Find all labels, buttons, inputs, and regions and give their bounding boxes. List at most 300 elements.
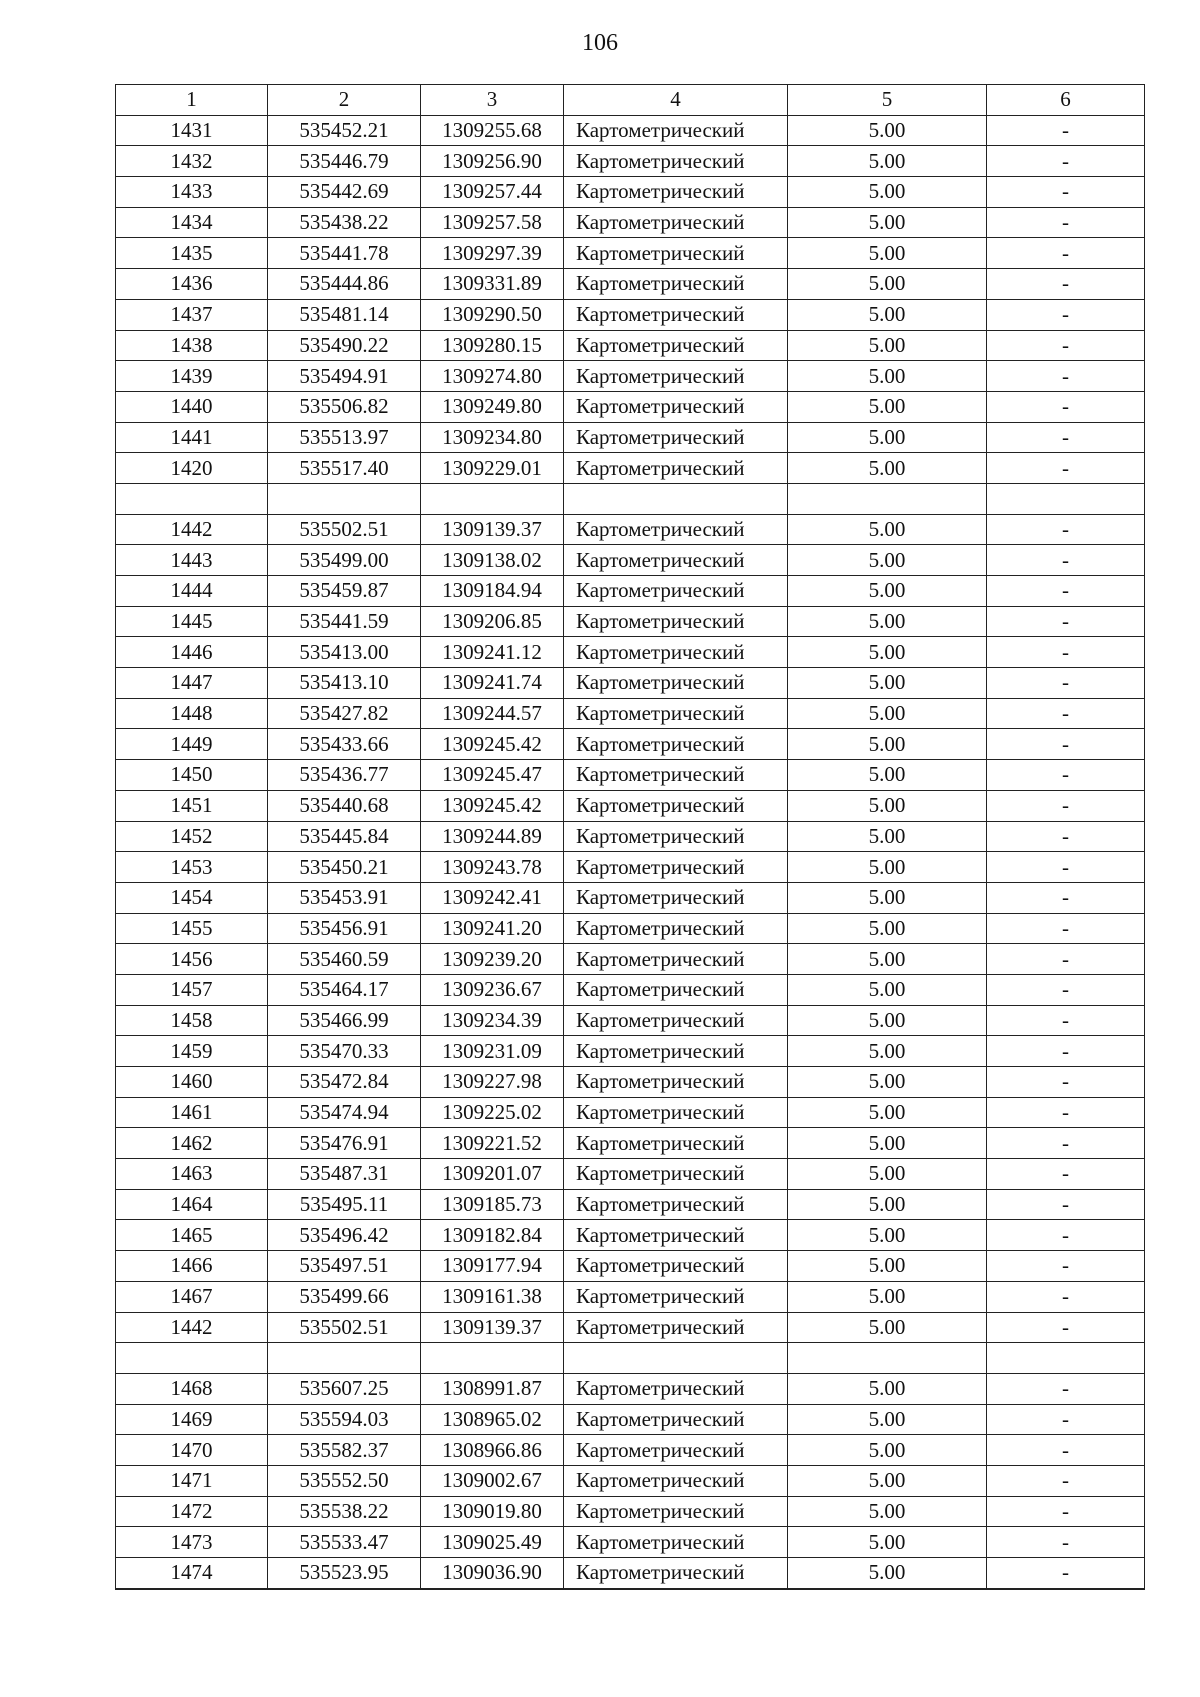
- x-coordinate-cell: 535607.25: [268, 1373, 421, 1404]
- point-number-cell: 1447: [116, 668, 268, 699]
- method-cell: Картометрический: [564, 1558, 788, 1589]
- accuracy-cell: 5.00: [788, 330, 987, 361]
- y-coordinate-cell: 1309025.49: [421, 1527, 564, 1558]
- x-coordinate-cell: 535436.77: [268, 760, 421, 791]
- point-number-cell: 1442: [116, 514, 268, 545]
- accuracy-cell: 5.00: [788, 790, 987, 821]
- method-cell: Картометрический: [564, 146, 788, 177]
- point-number-cell: [116, 483, 268, 514]
- table-separator-row: [116, 1343, 1145, 1374]
- accuracy-cell: 5.00: [788, 1558, 987, 1589]
- note-cell: -: [987, 1189, 1145, 1220]
- table-row: [116, 1220, 1145, 1251]
- point-number-cell: 1457: [116, 974, 268, 1005]
- x-coordinate-cell: 535487.31: [268, 1159, 421, 1190]
- accuracy-cell: 5.00: [788, 974, 987, 1005]
- x-coordinate-cell: 535499.00: [268, 545, 421, 576]
- point-number-cell: 1466: [116, 1251, 268, 1282]
- table-row: [116, 177, 1145, 208]
- point-number-cell: 1443: [116, 545, 268, 576]
- method-cell: Картометрический: [564, 391, 788, 422]
- table-row: [116, 361, 1145, 392]
- y-coordinate-cell: 1309139.37: [421, 1312, 564, 1343]
- method-cell: Картометрический: [564, 576, 788, 607]
- accuracy-cell: [788, 1343, 987, 1374]
- table-row: [116, 1281, 1145, 1312]
- method-cell: Картометрический: [564, 882, 788, 913]
- x-coordinate-cell: 535517.40: [268, 453, 421, 484]
- point-number-cell: 1445: [116, 606, 268, 637]
- table-row: [116, 637, 1145, 668]
- method-cell: Картометрический: [564, 821, 788, 852]
- x-coordinate-cell: 535490.22: [268, 330, 421, 361]
- method-cell: Картометрический: [564, 453, 788, 484]
- y-coordinate-cell: 1309236.67: [421, 974, 564, 1005]
- table-row: [116, 545, 1145, 576]
- table-row: [116, 1404, 1145, 1435]
- accuracy-cell: 5.00: [788, 1251, 987, 1282]
- accuracy-cell: 5.00: [788, 944, 987, 975]
- note-cell: -: [987, 1373, 1145, 1404]
- note-cell: -: [987, 606, 1145, 637]
- table-row: [116, 269, 1145, 300]
- accuracy-cell: 5.00: [788, 821, 987, 852]
- y-coordinate-cell: [421, 483, 564, 514]
- method-cell: Картометрический: [564, 1189, 788, 1220]
- table-row: [116, 944, 1145, 975]
- y-coordinate-cell: 1309201.07: [421, 1159, 564, 1190]
- accuracy-cell: 5.00: [788, 146, 987, 177]
- note-cell: -: [987, 668, 1145, 699]
- note-cell: -: [987, 207, 1145, 238]
- note-cell: -: [987, 944, 1145, 975]
- coordinates-table: [115, 84, 1145, 1590]
- table-row: [116, 882, 1145, 913]
- column-header: 5: [788, 85, 987, 116]
- table-row: [116, 852, 1145, 883]
- y-coordinate-cell: 1309138.02: [421, 545, 564, 576]
- point-number-cell: 1441: [116, 422, 268, 453]
- y-coordinate-cell: 1309036.90: [421, 1558, 564, 1589]
- accuracy-cell: 5.00: [788, 729, 987, 760]
- note-cell: -: [987, 1005, 1145, 1036]
- note-cell: -: [987, 974, 1145, 1005]
- y-coordinate-cell: 1309244.89: [421, 821, 564, 852]
- x-coordinate-cell: 535441.59: [268, 606, 421, 637]
- note-cell: -: [987, 576, 1145, 607]
- method-cell: Картометрический: [564, 637, 788, 668]
- accuracy-cell: 5.00: [788, 1404, 987, 1435]
- table-header-row: [116, 85, 1145, 116]
- point-number-cell: 1435: [116, 238, 268, 269]
- x-coordinate-cell: 535495.11: [268, 1189, 421, 1220]
- note-cell: -: [987, 391, 1145, 422]
- note-cell: -: [987, 1128, 1145, 1159]
- table-row: [116, 330, 1145, 361]
- y-coordinate-cell: 1309249.80: [421, 391, 564, 422]
- note-cell: -: [987, 1251, 1145, 1282]
- method-cell: Картометрический: [564, 1005, 788, 1036]
- accuracy-cell: 5.00: [788, 606, 987, 637]
- note-cell: -: [987, 760, 1145, 791]
- accuracy-cell: 5.00: [788, 576, 987, 607]
- accuracy-cell: 5.00: [788, 299, 987, 330]
- table-row: [116, 1097, 1145, 1128]
- method-cell: Картометрический: [564, 1067, 788, 1098]
- point-number-cell: 1469: [116, 1404, 268, 1435]
- table-row: [116, 1373, 1145, 1404]
- x-coordinate-cell: 535497.51: [268, 1251, 421, 1282]
- note-cell: -: [987, 330, 1145, 361]
- method-cell: Картометрический: [564, 238, 788, 269]
- note-cell: -: [987, 422, 1145, 453]
- point-number-cell: 1468: [116, 1373, 268, 1404]
- accuracy-cell: 5.00: [788, 1496, 987, 1527]
- accuracy-cell: 5.00: [788, 1036, 987, 1067]
- accuracy-cell: 5.00: [788, 1220, 987, 1251]
- y-coordinate-cell: 1309221.52: [421, 1128, 564, 1159]
- note-cell: -: [987, 1097, 1145, 1128]
- method-cell: Картометрический: [564, 1373, 788, 1404]
- x-coordinate-cell: 535494.91: [268, 361, 421, 392]
- note-cell: -: [987, 1067, 1145, 1098]
- accuracy-cell: 5.00: [788, 668, 987, 699]
- y-coordinate-cell: 1309297.39: [421, 238, 564, 269]
- accuracy-cell: 5.00: [788, 637, 987, 668]
- accuracy-cell: 5.00: [788, 1128, 987, 1159]
- method-cell: Картометрический: [564, 361, 788, 392]
- accuracy-cell: 5.00: [788, 422, 987, 453]
- note-cell: [987, 483, 1145, 514]
- table-row: [116, 913, 1145, 944]
- point-number-cell: 1449: [116, 729, 268, 760]
- accuracy-cell: 5.00: [788, 1189, 987, 1220]
- y-coordinate-cell: 1309139.37: [421, 514, 564, 545]
- method-cell: Картометрический: [564, 668, 788, 699]
- accuracy-cell: 5.00: [788, 1097, 987, 1128]
- note-cell: -: [987, 177, 1145, 208]
- x-coordinate-cell: 535474.94: [268, 1097, 421, 1128]
- y-coordinate-cell: 1309229.01: [421, 453, 564, 484]
- y-coordinate-cell: [421, 1343, 564, 1374]
- note-cell: -: [987, 1404, 1145, 1435]
- accuracy-cell: 5.00: [788, 361, 987, 392]
- method-cell: Картометрический: [564, 698, 788, 729]
- table-row: [116, 698, 1145, 729]
- method-cell: Картометрический: [564, 1159, 788, 1190]
- note-cell: -: [987, 852, 1145, 883]
- point-number-cell: 1440: [116, 391, 268, 422]
- x-coordinate-cell: 535533.47: [268, 1527, 421, 1558]
- y-coordinate-cell: 1309241.74: [421, 668, 564, 699]
- page-number: 106: [582, 30, 618, 56]
- table-row: [116, 1558, 1145, 1589]
- method-cell: Картометрический: [564, 1312, 788, 1343]
- method-cell: Картометрический: [564, 1036, 788, 1067]
- y-coordinate-cell: 1309182.84: [421, 1220, 564, 1251]
- note-cell: -: [987, 1312, 1145, 1343]
- note-cell: -: [987, 729, 1145, 760]
- y-coordinate-cell: 1308965.02: [421, 1404, 564, 1435]
- column-header: 6: [987, 85, 1145, 116]
- x-coordinate-cell: 535456.91: [268, 913, 421, 944]
- table-row: [116, 391, 1145, 422]
- column-header: 3: [421, 85, 564, 116]
- method-cell: Картометрический: [564, 115, 788, 146]
- x-coordinate-cell: 535513.97: [268, 422, 421, 453]
- x-coordinate-cell: 535582.37: [268, 1435, 421, 1466]
- table-row: [116, 1159, 1145, 1190]
- point-number-cell: 1442: [116, 1312, 268, 1343]
- table-row: [116, 1036, 1145, 1067]
- x-coordinate-cell: 535446.79: [268, 146, 421, 177]
- accuracy-cell: [788, 483, 987, 514]
- note-cell: -: [987, 1558, 1145, 1589]
- accuracy-cell: 5.00: [788, 1159, 987, 1190]
- method-cell: Картометрический: [564, 944, 788, 975]
- accuracy-cell: 5.00: [788, 177, 987, 208]
- table-body: [116, 115, 1145, 1589]
- method-cell: Картометрический: [564, 606, 788, 637]
- column-header: 1: [116, 85, 268, 116]
- point-number-cell: 1433: [116, 177, 268, 208]
- x-coordinate-cell: 535440.68: [268, 790, 421, 821]
- point-number-cell: 1460: [116, 1067, 268, 1098]
- x-coordinate-cell: 535481.14: [268, 299, 421, 330]
- y-coordinate-cell: 1309239.20: [421, 944, 564, 975]
- note-cell: -: [987, 361, 1145, 392]
- x-coordinate-cell: 535444.86: [268, 269, 421, 300]
- x-coordinate-cell: [268, 483, 421, 514]
- note-cell: -: [987, 1281, 1145, 1312]
- accuracy-cell: 5.00: [788, 1312, 987, 1343]
- y-coordinate-cell: 1309245.47: [421, 760, 564, 791]
- table-row: [116, 299, 1145, 330]
- accuracy-cell: 5.00: [788, 760, 987, 791]
- method-cell: Картометрический: [564, 1128, 788, 1159]
- table-row: [116, 606, 1145, 637]
- accuracy-cell: 5.00: [788, 207, 987, 238]
- accuracy-cell: 5.00: [788, 698, 987, 729]
- y-coordinate-cell: 1309257.44: [421, 177, 564, 208]
- x-coordinate-cell: 535464.17: [268, 974, 421, 1005]
- method-cell: Картометрический: [564, 299, 788, 330]
- method-cell: Картометрический: [564, 974, 788, 1005]
- table-row: [116, 974, 1145, 1005]
- note-cell: -: [987, 637, 1145, 668]
- point-number-cell: 1474: [116, 1558, 268, 1589]
- accuracy-cell: 5.00: [788, 1005, 987, 1036]
- point-number-cell: 1461: [116, 1097, 268, 1128]
- table-row: [116, 422, 1145, 453]
- x-coordinate-cell: 535466.99: [268, 1005, 421, 1036]
- x-coordinate-cell: 535496.42: [268, 1220, 421, 1251]
- point-number-cell: 1444: [116, 576, 268, 607]
- table-row: [116, 729, 1145, 760]
- method-cell: Картометрический: [564, 790, 788, 821]
- accuracy-cell: 5.00: [788, 269, 987, 300]
- point-number-cell: 1439: [116, 361, 268, 392]
- point-number-cell: 1453: [116, 852, 268, 883]
- x-coordinate-cell: 535476.91: [268, 1128, 421, 1159]
- method-cell: Картометрический: [564, 1404, 788, 1435]
- accuracy-cell: 5.00: [788, 1067, 987, 1098]
- y-coordinate-cell: 1309231.09: [421, 1036, 564, 1067]
- method-cell: [564, 483, 788, 514]
- method-cell: Картометрический: [564, 545, 788, 576]
- note-cell: -: [987, 146, 1145, 177]
- y-coordinate-cell: 1309256.90: [421, 146, 564, 177]
- method-cell: Картометрический: [564, 913, 788, 944]
- point-number-cell: 1437: [116, 299, 268, 330]
- table-row: [116, 146, 1145, 177]
- y-coordinate-cell: 1309274.80: [421, 361, 564, 392]
- point-number-cell: 1451: [116, 790, 268, 821]
- y-coordinate-cell: 1309185.73: [421, 1189, 564, 1220]
- column-header: 4: [564, 85, 788, 116]
- x-coordinate-cell: 535450.21: [268, 852, 421, 883]
- point-number-cell: 1436: [116, 269, 268, 300]
- method-cell: Картометрический: [564, 422, 788, 453]
- accuracy-cell: 5.00: [788, 238, 987, 269]
- y-coordinate-cell: 1309244.57: [421, 698, 564, 729]
- y-coordinate-cell: 1309242.41: [421, 882, 564, 913]
- method-cell: Картометрический: [564, 1281, 788, 1312]
- table-row: [116, 207, 1145, 238]
- method-cell: Картометрический: [564, 1251, 788, 1282]
- table-row: [116, 790, 1145, 821]
- x-coordinate-cell: 535499.66: [268, 1281, 421, 1312]
- column-header: 2: [268, 85, 421, 116]
- method-cell: Картометрический: [564, 207, 788, 238]
- y-coordinate-cell: 1309019.80: [421, 1496, 564, 1527]
- note-cell: [987, 1343, 1145, 1374]
- table-row: [116, 1527, 1145, 1558]
- note-cell: -: [987, 1036, 1145, 1067]
- note-cell: -: [987, 1465, 1145, 1496]
- table-row: [116, 1465, 1145, 1496]
- table-row: [116, 821, 1145, 852]
- point-number-cell: 1446: [116, 637, 268, 668]
- y-coordinate-cell: 1309234.39: [421, 1005, 564, 1036]
- x-coordinate-cell: 535552.50: [268, 1465, 421, 1496]
- note-cell: -: [987, 698, 1145, 729]
- method-cell: Картометрический: [564, 269, 788, 300]
- x-coordinate-cell: 535452.21: [268, 115, 421, 146]
- point-number-cell: 1464: [116, 1189, 268, 1220]
- accuracy-cell: 5.00: [788, 1465, 987, 1496]
- method-cell: Картометрический: [564, 1435, 788, 1466]
- y-coordinate-cell: 1309225.02: [421, 1097, 564, 1128]
- table-row: [116, 1189, 1145, 1220]
- y-coordinate-cell: 1309331.89: [421, 269, 564, 300]
- y-coordinate-cell: 1309245.42: [421, 790, 564, 821]
- note-cell: -: [987, 514, 1145, 545]
- note-cell: -: [987, 1159, 1145, 1190]
- point-number-cell: 1454: [116, 882, 268, 913]
- x-coordinate-cell: 535413.10: [268, 668, 421, 699]
- method-cell: Картометрический: [564, 729, 788, 760]
- x-coordinate-cell: 535427.82: [268, 698, 421, 729]
- point-number-cell: 1465: [116, 1220, 268, 1251]
- y-coordinate-cell: 1309206.85: [421, 606, 564, 637]
- x-coordinate-cell: 535438.22: [268, 207, 421, 238]
- accuracy-cell: 5.00: [788, 514, 987, 545]
- accuracy-cell: 5.00: [788, 852, 987, 883]
- y-coordinate-cell: 1309255.68: [421, 115, 564, 146]
- table-row: [116, 453, 1145, 484]
- accuracy-cell: 5.00: [788, 1435, 987, 1466]
- point-number-cell: 1470: [116, 1435, 268, 1466]
- note-cell: -: [987, 269, 1145, 300]
- x-coordinate-cell: 535460.59: [268, 944, 421, 975]
- point-number-cell: 1458: [116, 1005, 268, 1036]
- table-row: [116, 1496, 1145, 1527]
- accuracy-cell: 5.00: [788, 453, 987, 484]
- table-row: [116, 238, 1145, 269]
- accuracy-cell: 5.00: [788, 882, 987, 913]
- table-row: [116, 1435, 1145, 1466]
- point-number-cell: 1472: [116, 1496, 268, 1527]
- x-coordinate-cell: 535470.33: [268, 1036, 421, 1067]
- y-coordinate-cell: 1309241.20: [421, 913, 564, 944]
- x-coordinate-cell: 535538.22: [268, 1496, 421, 1527]
- point-number-cell: 1432: [116, 146, 268, 177]
- method-cell: Картометрический: [564, 330, 788, 361]
- y-coordinate-cell: 1309245.42: [421, 729, 564, 760]
- table-row: [116, 760, 1145, 791]
- table-row: [116, 576, 1145, 607]
- note-cell: -: [987, 1220, 1145, 1251]
- method-cell: Картометрический: [564, 852, 788, 883]
- x-coordinate-cell: 535459.87: [268, 576, 421, 607]
- point-number-cell: 1463: [116, 1159, 268, 1190]
- x-coordinate-cell: 535413.00: [268, 637, 421, 668]
- note-cell: -: [987, 790, 1145, 821]
- method-cell: Картометрический: [564, 1496, 788, 1527]
- accuracy-cell: 5.00: [788, 1527, 987, 1558]
- note-cell: -: [987, 115, 1145, 146]
- note-cell: -: [987, 1496, 1145, 1527]
- accuracy-cell: 5.00: [788, 1373, 987, 1404]
- note-cell: -: [987, 545, 1145, 576]
- y-coordinate-cell: 1309227.98: [421, 1067, 564, 1098]
- method-cell: Картометрический: [564, 760, 788, 791]
- note-cell: -: [987, 913, 1145, 944]
- method-cell: Картометрический: [564, 514, 788, 545]
- table-row: [116, 1251, 1145, 1282]
- y-coordinate-cell: 1309002.67: [421, 1465, 564, 1496]
- table-row: [116, 514, 1145, 545]
- x-coordinate-cell: 535594.03: [268, 1404, 421, 1435]
- y-coordinate-cell: 1309280.15: [421, 330, 564, 361]
- table-separator-row: [116, 483, 1145, 514]
- x-coordinate-cell: 535445.84: [268, 821, 421, 852]
- note-cell: -: [987, 453, 1145, 484]
- method-cell: [564, 1343, 788, 1374]
- point-number-cell: 1471: [116, 1465, 268, 1496]
- method-cell: Картометрический: [564, 1097, 788, 1128]
- table-row: [116, 1005, 1145, 1036]
- y-coordinate-cell: 1309234.80: [421, 422, 564, 453]
- table-row: [116, 668, 1145, 699]
- table-row: [116, 1312, 1145, 1343]
- x-coordinate-cell: 535502.51: [268, 514, 421, 545]
- y-coordinate-cell: 1309257.58: [421, 207, 564, 238]
- note-cell: -: [987, 882, 1145, 913]
- accuracy-cell: 5.00: [788, 545, 987, 576]
- accuracy-cell: 5.00: [788, 115, 987, 146]
